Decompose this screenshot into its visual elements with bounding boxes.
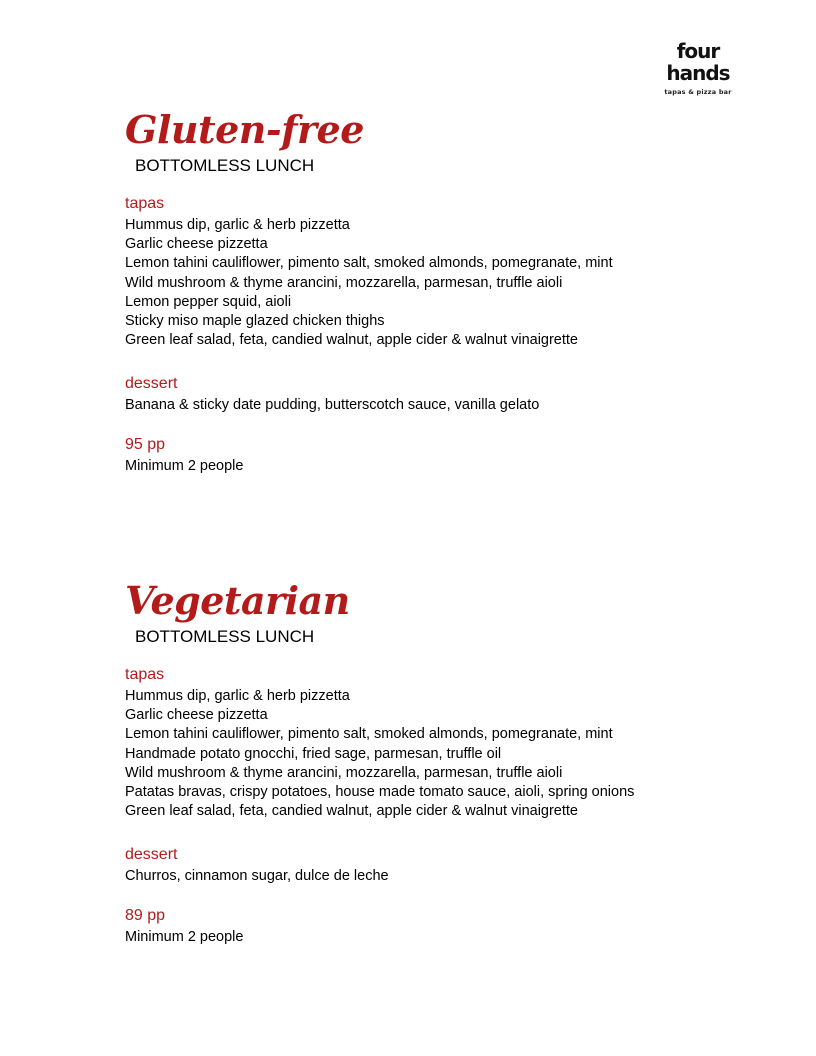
- menu-section-vegetarian: [125, 579, 765, 947]
- list-item: Wild mushroom & thyme arancini, mozzarella, parmesan, truffle aioli: [125, 764, 563, 781]
- price: 95 pp: [125, 435, 166, 453]
- tapas-list: [125, 687, 765, 821]
- list-item: Handmade potato gnocchi, fried sage, parmesan, truffle oil: [125, 745, 502, 762]
- section-subtitle: BOTTOMLESS LUNCH: [135, 156, 315, 175]
- dessert-heading: dessert: [125, 846, 178, 864]
- brand-logo: [662, 36, 734, 100]
- tapas-heading: tapas: [125, 195, 165, 212]
- logo-tagline: tapas & pizza bar: [664, 88, 732, 96]
- price: 89 pp: [125, 906, 166, 924]
- dessert-item: Banana & sticky date pudding, butterscotch sauce, vanilla gelato: [125, 397, 540, 414]
- list-item: Hummus dip, garlic & herb pizzetta: [125, 688, 350, 704]
- menu-section-gluten-free: [125, 108, 765, 476]
- list-item: Sticky miso maple glazed chicken thighs: [125, 313, 385, 330]
- list-item: Patatas bravas, crispy potatoes, house made tomato sauce, aioli, spring onions: [125, 784, 635, 801]
- section-subtitle: BOTTOMLESS LUNCH: [135, 627, 315, 646]
- logo-word-2: hands: [666, 61, 730, 85]
- section-title: Vegetarian: [125, 578, 350, 623]
- tapas-heading: tapas: [125, 666, 165, 683]
- minimum-note: Minimum 2 people: [125, 457, 244, 474]
- dessert-item: Churros, cinnamon sugar, dulce de leche: [125, 868, 389, 885]
- logo-mark: [662, 36, 734, 88]
- list-item: Garlic cheese pizzetta: [125, 707, 268, 724]
- minimum-note: Minimum 2 people: [125, 928, 244, 945]
- logo-word-1: four: [676, 39, 720, 63]
- list-item: Green leaf salad, feta, candied walnut, apple cider & walnut vinaigrette: [125, 803, 578, 820]
- list-item: Garlic cheese pizzetta: [125, 236, 268, 253]
- list-item: Lemon pepper squid, aioli: [125, 293, 292, 310]
- dessert-heading: dessert: [125, 375, 178, 393]
- tapas-list: [125, 216, 765, 350]
- list-item: Wild mushroom & thyme arancini, mozzarella, parmesan, truffle aioli: [125, 274, 563, 291]
- list-item: Lemon tahini cauliflower, pimento salt, smoked almonds, pomegranate, mint: [125, 255, 613, 272]
- section-title: Gluten-free: [125, 107, 364, 152]
- list-item: Hummus dip, garlic & herb pizzetta: [125, 217, 350, 233]
- list-item: Lemon tahini cauliflower, pimento salt, smoked almonds, pomegranate, mint: [125, 726, 613, 743]
- list-item: Green leaf salad, feta, candied walnut, apple cider & walnut vinaigrette: [125, 332, 578, 349]
